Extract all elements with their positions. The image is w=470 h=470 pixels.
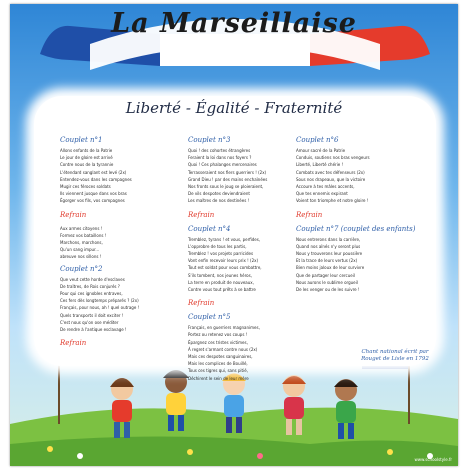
- verse-line: Nous aurons le sublime orgueil: [296, 279, 358, 285]
- poster: [10, 4, 458, 466]
- refrain-heading: Refrain: [188, 299, 215, 308]
- verse-line: Sous nos drapeaux, que la victoire: [296, 176, 366, 182]
- lyrics-column-2: [188, 132, 310, 382]
- verse-line: Que veut cette horde d'esclaves: [60, 276, 125, 282]
- verse-line: Voient ton triomphe et notre gloire !: [296, 198, 369, 204]
- verse-line: Épargnez ces tristes victimes,: [188, 339, 248, 345]
- verse-line: De les venger ou de les suivre !: [296, 287, 360, 293]
- verse-line: Formez vos bataillons !: [60, 232, 107, 238]
- verse-line: Bien moins jaloux de leur survivre: [296, 265, 365, 271]
- verse-line: Que tes ennemis expirant: [296, 191, 348, 197]
- verse-line: Les maîtres de nos destinées !: [188, 198, 250, 204]
- lyrics-column-3: [296, 132, 430, 293]
- verse-line: Quoi ! des cohortes étrangères: [188, 148, 251, 153]
- verse-line: Mugir ces féroces soldats: [60, 184, 111, 190]
- verse-line: Accoure à tes mâles accents,: [296, 184, 355, 190]
- verse-line: Allons enfants de la Patrie: [60, 148, 113, 153]
- motto: Liberté - Égalité - Fraternité: [125, 99, 343, 117]
- verse-line: Nous entrerons dans la carrière,: [296, 236, 361, 242]
- refrain-heading: Refrain: [60, 339, 87, 348]
- verse-line: Portez ou retenez vos coups !: [188, 332, 248, 338]
- verse-line: Amour sacré de la Patrie: [296, 148, 346, 153]
- verse-line: L'étendard sanglant est levé (2x): [60, 169, 127, 175]
- refrain-heading: Refrain: [60, 210, 87, 219]
- verse-line: Quels transports il doit exciter !: [60, 312, 124, 318]
- verse-line: Entendez-vous dans les campagnes: [60, 176, 132, 182]
- verse-line: Liberté, Liberté chérie !: [296, 162, 344, 168]
- verse-line: abreuve nos sillons !: [60, 254, 102, 260]
- site-url: www.schoolstyle.fr: [414, 457, 452, 462]
- couplet-heading: Couplet n°5: [188, 313, 231, 322]
- verse-line: Conduis, soutiens nos bras vengeurs: [296, 155, 370, 161]
- verse-line: Français, en guerriers magnanimes,: [188, 325, 260, 331]
- refrain-heading: Refrain: [296, 210, 323, 219]
- verse-line: L'opprobre de tous les partis,: [188, 243, 247, 249]
- verse-line: Tout est soldat pour vous combattre,: [188, 265, 262, 271]
- verse-line: Aux armes citoyens !: [60, 225, 103, 231]
- note-line-2: Rouget de Lisle en 1792: [361, 356, 429, 362]
- verse-line: Qu'un sang impur...: [60, 247, 100, 253]
- verse-line: Quoi ! Ces phalanges mercenaires: [188, 162, 257, 168]
- refrain-heading: Refrain: [188, 210, 215, 219]
- verse-line: Pour qui ces ignobles entraves,: [60, 291, 123, 297]
- verse-line: Feraient la loi dans nos foyers ?: [188, 155, 252, 161]
- verse-line: Tous ces tigres qui, sans pitié,: [188, 368, 248, 374]
- verse-line: Ces fers dès longtemps préparés ? (2x): [60, 298, 139, 304]
- verse-line: Grand Dieu ! par des mains enchaînées: [188, 176, 268, 182]
- verse-line: Marchons, marchons,: [60, 240, 103, 246]
- verse-line: Terrasseraient nos fiers guerriers ! (2x): [188, 169, 267, 175]
- couplet-heading: Couplet n°4: [188, 224, 231, 233]
- lyrics-column-1: [60, 132, 180, 353]
- verse-line: Combats avec tes défenseurs (2x): [296, 169, 365, 175]
- verse-line: De rendre à l'antique esclavage !: [60, 327, 127, 333]
- couplet-heading: Couplet n°1: [60, 136, 103, 144]
- verse-line: Quand nos aînés n'y seront plus: [296, 243, 361, 249]
- verse-line: Contre nous de la tyrannie: [60, 162, 114, 168]
- verse-line: Tremblez ! vos projets parricides: [188, 251, 254, 257]
- verse-line: Français, pour nous, ah ! quel outrage !: [60, 305, 140, 311]
- verse-line: Le jour de gloire est arrivé: [60, 155, 113, 161]
- verse-line: De traîtres, de Rois conjurés ?: [60, 283, 120, 289]
- verse-line: Mais les complices de Bouillé,: [188, 361, 248, 367]
- author-note: [340, 349, 450, 363]
- verse-line: S'ils tombent, nos jeunes héros,: [188, 272, 252, 278]
- verse-line: Vont enfin recevoir leurs prix ! (2x): [188, 258, 259, 264]
- verse-line: Mais ces despotes sanguinaires,: [188, 354, 253, 360]
- verse-line: Nos fronts sous le joug se ploieraient,: [188, 184, 264, 190]
- verse-line: Déchirent le sein de leur mère: [188, 375, 249, 381]
- verse-line: Que de partager leur cercueil: [296, 272, 355, 278]
- verse-line: De vils despotes deviendraient: [188, 191, 250, 197]
- verse-line: À regret s'armant contre nous (2x): [188, 346, 258, 352]
- couplet-heading: Couplet n°3: [188, 136, 231, 144]
- verse-line: La terre en produit de nouveaux,: [188, 279, 254, 285]
- verse-line: Tremblez, tyrans ! et vous, perfides,: [188, 236, 261, 242]
- couplet-heading: Couplet n°7 (couplet des enfants): [296, 224, 416, 233]
- verse-line: Nous y trouverons leur poussière: [296, 251, 363, 257]
- verse-line: Contre vous tout prêts à se battre: [188, 287, 256, 293]
- verse-line: Et la trace de leurs vertus (2x): [296, 258, 358, 264]
- poster-title: La Marseillaise: [111, 8, 357, 39]
- verse-line: Égorger vos fils, vos compagnes: [60, 198, 125, 204]
- verse-line: C'est nous qu'on ose méditer: [60, 319, 119, 325]
- couplet-heading: Couplet n°2: [60, 264, 103, 273]
- couplet-heading: Couplet n°6: [296, 136, 339, 144]
- verse-line: Ils viennent jusque dans vos bras: [60, 191, 127, 197]
- note-line-1: Chant national écrit par: [361, 349, 429, 355]
